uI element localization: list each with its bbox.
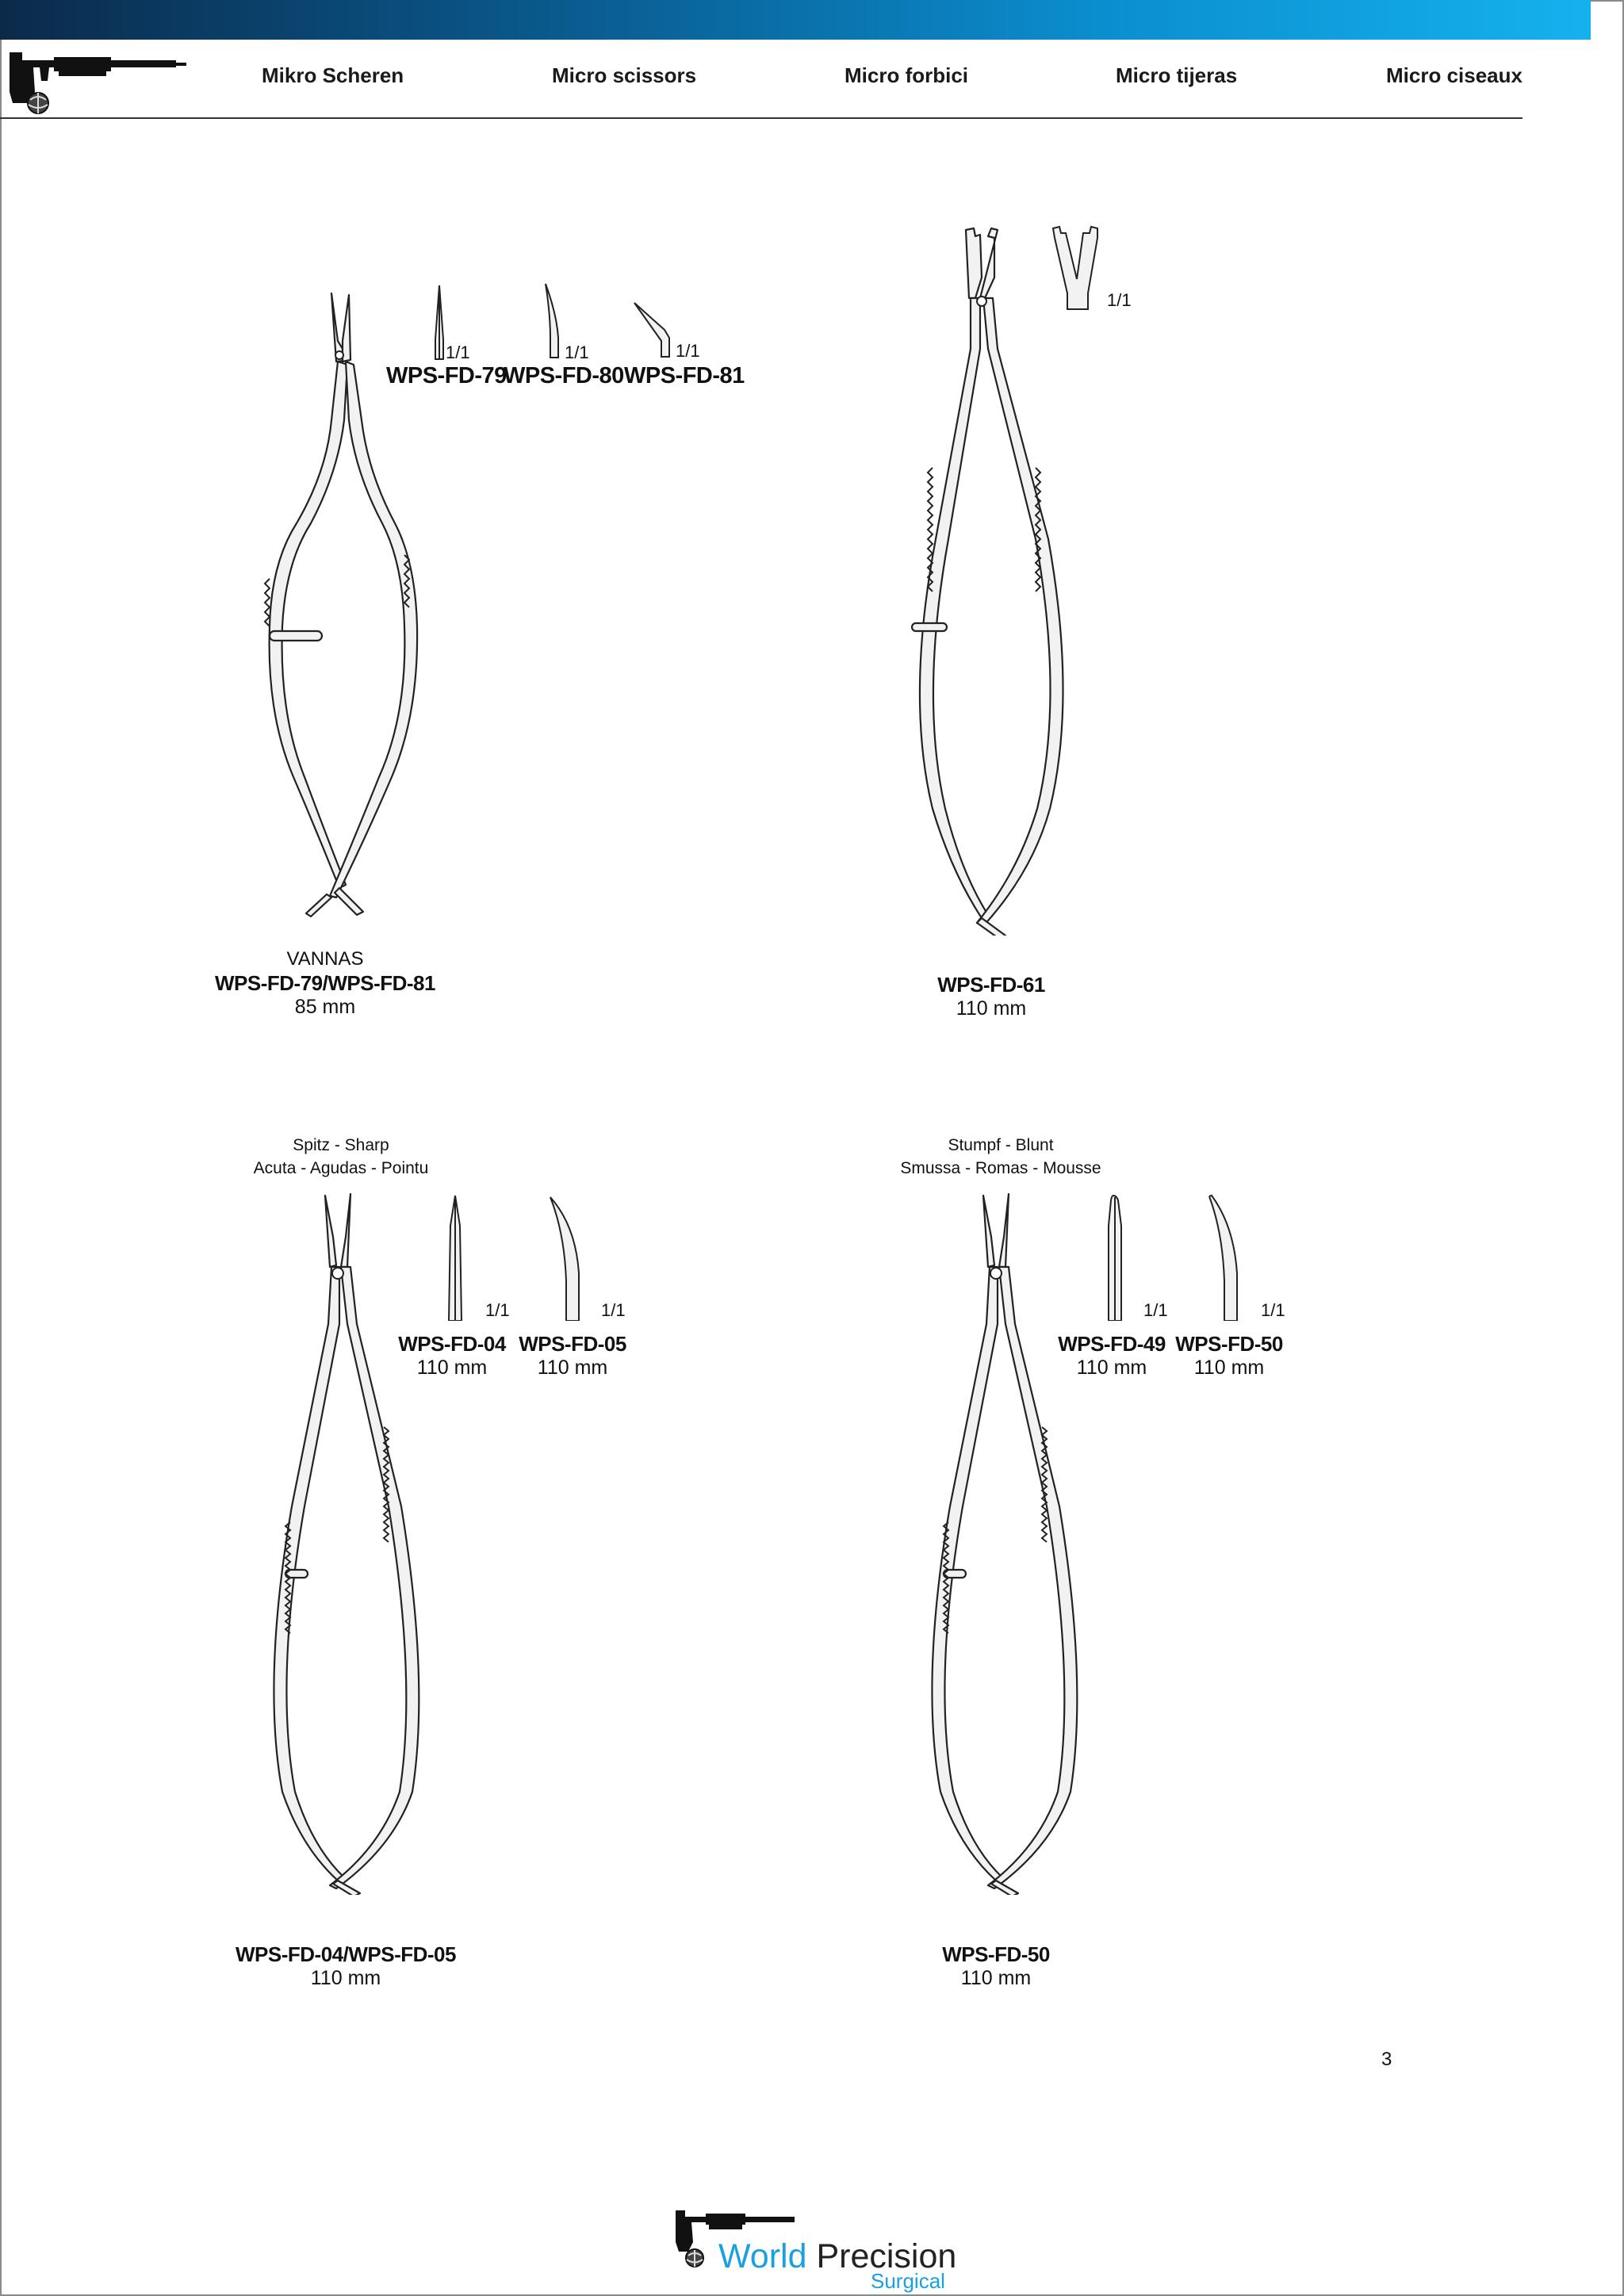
tip-size: 110 mm bbox=[1076, 1357, 1147, 1379]
tip-detail-fd61-icon bbox=[1050, 224, 1105, 312]
header-divider bbox=[0, 117, 1522, 119]
caliper-logo-icon bbox=[6, 44, 189, 121]
tip-type-line1: Spitz - Sharp bbox=[293, 1136, 389, 1154]
tip-type-line1: Stumpf - Blunt bbox=[948, 1136, 1054, 1154]
tip-detail-fd50-icon bbox=[1205, 1194, 1245, 1321]
tip-caption-fd50 bbox=[1174, 1332, 1285, 1380]
product-size: 85 mm bbox=[294, 996, 356, 1018]
tip-code-fd80: WPS-FD-80 bbox=[504, 363, 624, 388]
page-number: 3 bbox=[1381, 2049, 1392, 2070]
product-caption-vannas bbox=[206, 947, 444, 1019]
tip-type-note-sharp bbox=[222, 1134, 460, 1180]
fd61-scissors-illustration bbox=[888, 222, 1078, 936]
tip-ratio-fd04: 1/1 bbox=[485, 1300, 510, 1320]
tip-ratio-fd05: 1/1 bbox=[601, 1300, 626, 1320]
product-size: 110 mm bbox=[960, 1967, 1032, 1989]
product-caption-fd50 bbox=[877, 1942, 1115, 1990]
tip-ratio-fd79: 1/1 bbox=[446, 342, 470, 362]
fd04-scissors-illustration bbox=[254, 1189, 428, 1895]
tip-caption-fd04 bbox=[396, 1332, 508, 1380]
tip-code: WPS-FD-04 bbox=[398, 1332, 506, 1356]
tip-detail-fd81-icon bbox=[633, 301, 680, 358]
tip-size: 110 mm bbox=[1193, 1357, 1265, 1379]
tip-ratio-fd49: 1/1 bbox=[1143, 1300, 1168, 1320]
tip-code-fd79: WPS-FD-79 bbox=[386, 363, 507, 388]
header-title-it: Micro forbici bbox=[845, 63, 969, 87]
header-title-de: Mikro Scheren bbox=[262, 63, 404, 87]
tip-ratio-fd80: 1/1 bbox=[565, 342, 589, 362]
product-name: VANNAS bbox=[286, 948, 364, 970]
product-size: 110 mm bbox=[956, 997, 1027, 1020]
product-size: 110 mm bbox=[310, 1967, 381, 1989]
product-caption-fd61 bbox=[872, 973, 1110, 1020]
tip-code: WPS-FD-05 bbox=[519, 1332, 626, 1356]
tip-detail-fd04-icon bbox=[444, 1194, 468, 1321]
tip-detail-fd05-icon bbox=[547, 1194, 587, 1321]
tip-ratio-fd61: 1/1 bbox=[1107, 290, 1132, 310]
tip-size: 110 mm bbox=[416, 1357, 488, 1379]
tip-code-fd81: WPS-FD-81 bbox=[624, 363, 745, 388]
product-code: WPS-FD-04/WPS-FD-05 bbox=[236, 1942, 456, 1966]
fd50-scissors-illustration bbox=[912, 1189, 1086, 1895]
tip-size: 110 mm bbox=[537, 1357, 608, 1379]
tip-caption-fd49 bbox=[1056, 1332, 1167, 1380]
tip-code: WPS-FD-50 bbox=[1175, 1332, 1283, 1356]
product-code: WPS-FD-61 bbox=[937, 973, 1045, 997]
brand-world: World bbox=[718, 2237, 807, 2275]
footer-brand-sub: Surgical bbox=[871, 2269, 945, 2293]
tip-type-note-blunt bbox=[882, 1134, 1120, 1180]
tip-ratio-fd81: 1/1 bbox=[676, 341, 700, 361]
product-code: WPS-FD-50 bbox=[942, 1942, 1050, 1966]
tip-caption-fd05 bbox=[517, 1332, 628, 1380]
tip-type-line2: Acuta - Agudas - Pointu bbox=[253, 1159, 429, 1177]
tip-type-line2: Smussa - Romas - Mousse bbox=[900, 1159, 1101, 1177]
header-title-en: Micro scissors bbox=[552, 63, 697, 87]
product-caption-fd04-fd05 bbox=[227, 1942, 465, 1990]
header-color-bar bbox=[0, 0, 1591, 40]
tip-detail-fd49-icon bbox=[1104, 1194, 1128, 1321]
tip-ratio-fd50: 1/1 bbox=[1261, 1300, 1285, 1320]
header-title-es: Micro tijeras bbox=[1116, 63, 1238, 87]
brand-precision: Precision bbox=[816, 2237, 957, 2275]
product-code: WPS-FD-79/WPS-FD-81 bbox=[215, 971, 435, 995]
tip-code: WPS-FD-49 bbox=[1058, 1332, 1166, 1356]
header-title-fr: Micro ciseaux bbox=[1386, 63, 1522, 87]
